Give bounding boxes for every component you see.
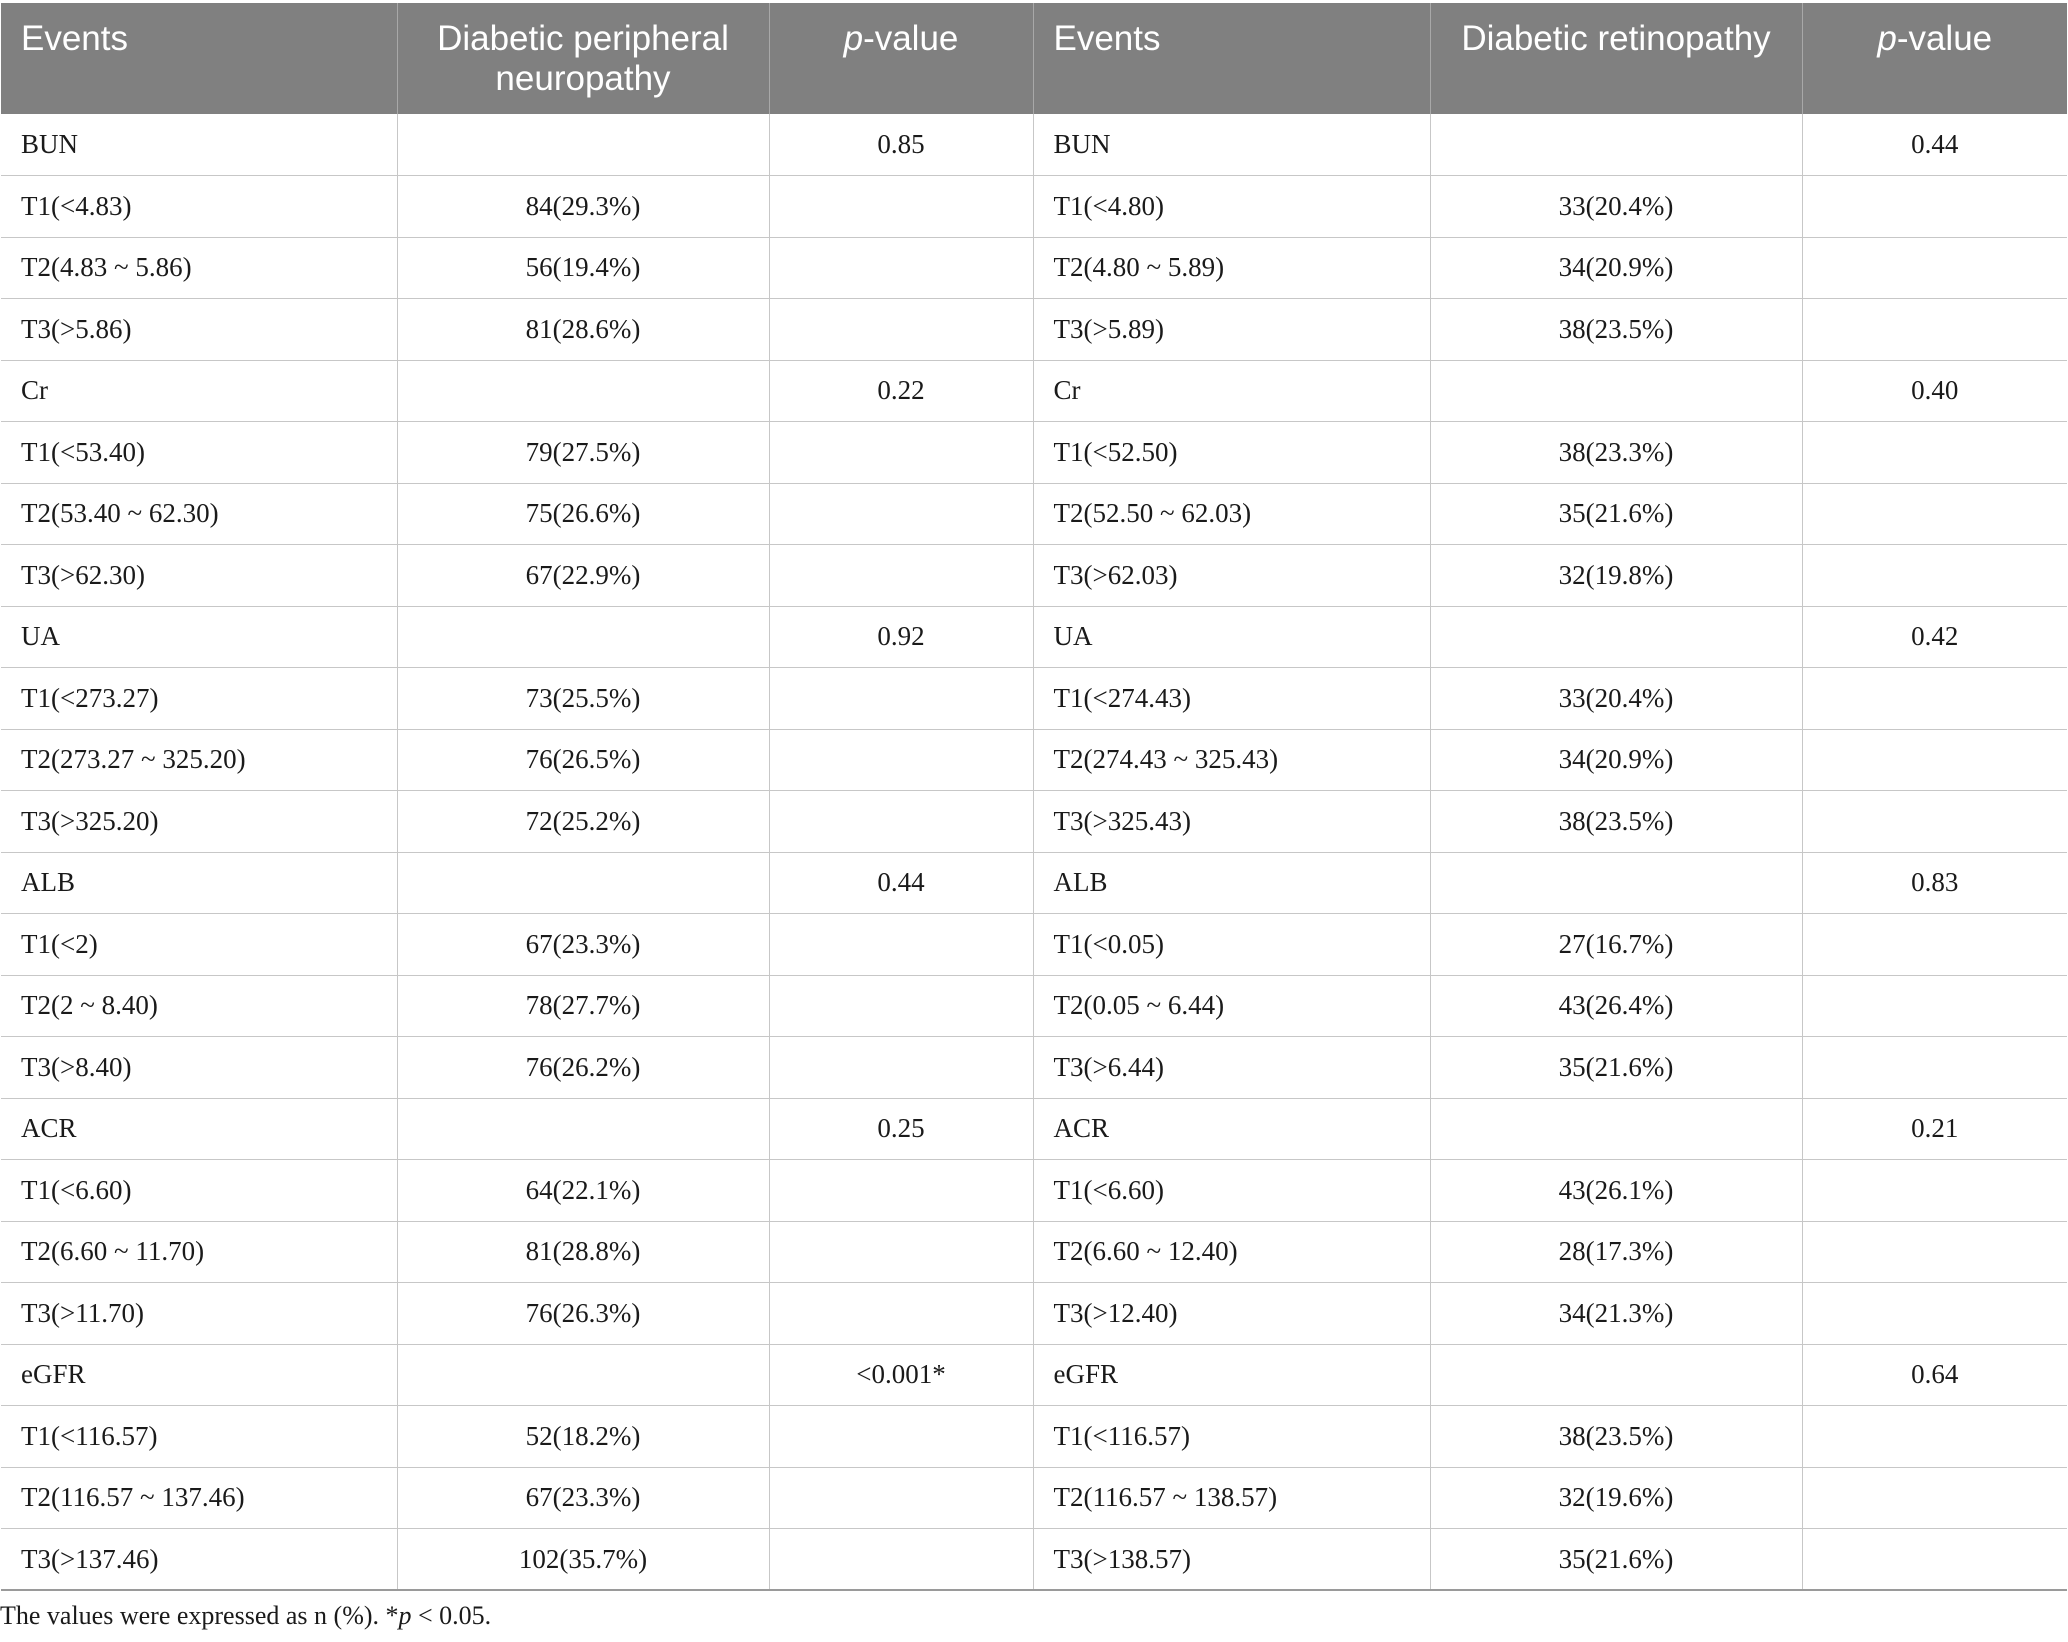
header-row — [1, 3, 2067, 114]
footnote-p-italic: p — [398, 1601, 412, 1630]
cell-event-right: T1(<52.50) — [1033, 422, 1430, 484]
cell-event-right: T3(>325.43) — [1033, 791, 1430, 853]
table-row — [1, 360, 2067, 422]
cell-p-value-right — [1802, 1406, 2067, 1468]
cell-p-value-left — [769, 299, 1033, 361]
cell-event-left: T3(>8.40) — [1, 1037, 397, 1099]
results-table — [1, 3, 2067, 1591]
cell-dr-value: 38(23.5%) — [1430, 1406, 1802, 1468]
cell-dr-value: 43(26.4%) — [1430, 975, 1802, 1037]
cell-event-right: T2(6.60 ~ 12.40) — [1033, 1221, 1430, 1283]
cell-dr-value: 38(23.3%) — [1430, 422, 1802, 484]
cell-event-right: T1(<0.05) — [1033, 914, 1430, 976]
cell-p-value-right — [1802, 545, 2067, 607]
cell-p-value-right — [1802, 422, 2067, 484]
cell-event-left: T2(2 ~ 8.40) — [1, 975, 397, 1037]
table-row — [1, 114, 2067, 176]
cell-p-value-left — [769, 1283, 1033, 1345]
cell-p-value-left — [769, 422, 1033, 484]
cell-dr-value: 33(20.4%) — [1430, 668, 1802, 730]
cell-dr-value: 27(16.7%) — [1430, 914, 1802, 976]
cell-dpn-value: 72(25.2%) — [397, 791, 769, 853]
cell-event-right: T2(274.43 ~ 325.43) — [1033, 729, 1430, 791]
cell-dr-value: 38(23.5%) — [1430, 299, 1802, 361]
cell-dr-value — [1430, 606, 1802, 668]
cell-dpn-value: 102(35.7%) — [397, 1529, 769, 1591]
cell-dpn-value: 56(19.4%) — [397, 237, 769, 299]
cell-event-right: BUN — [1033, 114, 1430, 176]
cell-dpn-value — [397, 114, 769, 176]
table-footnote — [0, 1601, 491, 1631]
cell-event-left: T2(53.40 ~ 62.30) — [1, 483, 397, 545]
table-row — [1, 422, 2067, 484]
cell-event-left: BUN — [1, 114, 397, 176]
cell-p-value-right: 0.64 — [1802, 1344, 2067, 1406]
table-row — [1, 852, 2067, 914]
cell-dpn-value — [397, 360, 769, 422]
table-row — [1, 606, 2067, 668]
cell-p-value-right — [1802, 914, 2067, 976]
cell-dpn-value — [397, 606, 769, 668]
header-p-suffix: -value — [1896, 19, 1993, 58]
table-row — [1, 1406, 2067, 1468]
cell-p-value-left — [769, 1529, 1033, 1591]
table-row — [1, 176, 2067, 238]
cell-p-value-left — [769, 1037, 1033, 1099]
cell-dr-value: 34(21.3%) — [1430, 1283, 1802, 1345]
cell-event-left: T1(<116.57) — [1, 1406, 397, 1468]
cell-p-value-left — [769, 1467, 1033, 1529]
cell-event-right: T2(52.50 ~ 62.03) — [1033, 483, 1430, 545]
cell-event-left: T2(273.27 ~ 325.20) — [1, 729, 397, 791]
cell-dr-value: 38(23.5%) — [1430, 791, 1802, 853]
cell-dpn-value: 67(23.3%) — [397, 1467, 769, 1529]
cell-dpn-value: 79(27.5%) — [397, 422, 769, 484]
table-row — [1, 1221, 2067, 1283]
cell-dr-value: 28(17.3%) — [1430, 1221, 1802, 1283]
table-row — [1, 483, 2067, 545]
table-row — [1, 237, 2067, 299]
cell-event-right: T3(>138.57) — [1033, 1529, 1430, 1591]
cell-event-left: T1(<4.83) — [1, 176, 397, 238]
cell-p-value-right: 0.83 — [1802, 852, 2067, 914]
header-p-value-right — [1802, 3, 2067, 114]
table-row — [1, 1098, 2067, 1160]
cell-p-value-left — [769, 668, 1033, 730]
cell-p-value-left — [769, 237, 1033, 299]
cell-event-left: T3(>137.46) — [1, 1529, 397, 1591]
cell-p-value-left: 0.22 — [769, 360, 1033, 422]
cell-event-left: Cr — [1, 360, 397, 422]
cell-event-left: T1(<6.60) — [1, 1160, 397, 1222]
cell-dpn-value: 78(27.7%) — [397, 975, 769, 1037]
cell-dpn-value: 76(26.2%) — [397, 1037, 769, 1099]
cell-event-left: T3(>62.30) — [1, 545, 397, 607]
cell-p-value-right — [1802, 1221, 2067, 1283]
cell-event-left: T1(<2) — [1, 914, 397, 976]
cell-event-right: UA — [1033, 606, 1430, 668]
cell-event-right: T3(>5.89) — [1033, 299, 1430, 361]
cell-event-right: T1(<274.43) — [1033, 668, 1430, 730]
cell-dr-value: 33(20.4%) — [1430, 176, 1802, 238]
cell-dr-value: 35(21.6%) — [1430, 1037, 1802, 1099]
cell-p-value-right — [1802, 299, 2067, 361]
cell-dpn-value — [397, 1098, 769, 1160]
cell-dpn-value — [397, 1344, 769, 1406]
cell-dpn-value: 81(28.6%) — [397, 299, 769, 361]
cell-event-right: T2(116.57 ~ 138.57) — [1033, 1467, 1430, 1529]
cell-p-value-right: 0.42 — [1802, 606, 2067, 668]
header-p-italic: p — [1877, 19, 1897, 58]
header-diabetic-peripheral-neuropathy: Diabetic peripheral neuropathy — [397, 3, 769, 114]
cell-dr-value: 34(20.9%) — [1430, 237, 1802, 299]
cell-dr-value: 32(19.8%) — [1430, 545, 1802, 607]
table-row — [1, 1160, 2067, 1222]
cell-dpn-value: 76(26.5%) — [397, 729, 769, 791]
cell-event-right: Cr — [1033, 360, 1430, 422]
header-diabetic-retinopathy: Diabetic retinopathy — [1430, 3, 1802, 114]
cell-p-value-right: 0.21 — [1802, 1098, 2067, 1160]
cell-dr-value: 32(19.6%) — [1430, 1467, 1802, 1529]
cell-dpn-value: 67(23.3%) — [397, 914, 769, 976]
cell-p-value-right — [1802, 1283, 2067, 1345]
cell-p-value-right — [1802, 1037, 2067, 1099]
table-body — [1, 114, 2067, 1590]
table-row — [1, 1283, 2067, 1345]
cell-p-value-left: 0.85 — [769, 114, 1033, 176]
cell-p-value-left — [769, 1221, 1033, 1283]
cell-event-left: T1(<53.40) — [1, 422, 397, 484]
cell-p-value-right: 0.40 — [1802, 360, 2067, 422]
cell-event-right: ACR — [1033, 1098, 1430, 1160]
table-row — [1, 975, 2067, 1037]
header-events-right: Events — [1033, 3, 1430, 114]
table-row — [1, 729, 2067, 791]
cell-p-value-left: 0.25 — [769, 1098, 1033, 1160]
header-p-value-left — [769, 3, 1033, 114]
cell-dr-value: 34(20.9%) — [1430, 729, 1802, 791]
cell-dr-value — [1430, 360, 1802, 422]
cell-p-value-right — [1802, 176, 2067, 238]
table-row — [1, 1529, 2067, 1591]
cell-event-left: eGFR — [1, 1344, 397, 1406]
table-row — [1, 1467, 2067, 1529]
cell-event-right: T1(<4.80) — [1033, 176, 1430, 238]
cell-event-left: T2(4.83 ~ 5.86) — [1, 237, 397, 299]
cell-p-value-left — [769, 176, 1033, 238]
cell-event-left: T2(6.60 ~ 11.70) — [1, 1221, 397, 1283]
cell-event-right: eGFR — [1033, 1344, 1430, 1406]
cell-event-right: T1(<116.57) — [1033, 1406, 1430, 1468]
cell-dr-value: 35(21.6%) — [1430, 1529, 1802, 1591]
cell-event-right: T3(>62.03) — [1033, 545, 1430, 607]
cell-dpn-value: 52(18.2%) — [397, 1406, 769, 1468]
cell-dr-value — [1430, 114, 1802, 176]
header-p-italic: p — [843, 19, 864, 58]
cell-p-value-right — [1802, 668, 2067, 730]
cell-event-right: T3(>6.44) — [1033, 1037, 1430, 1099]
cell-event-right: T1(<6.60) — [1033, 1160, 1430, 1222]
cell-event-left: T1(<273.27) — [1, 668, 397, 730]
table-row — [1, 914, 2067, 976]
cell-p-value-left — [769, 975, 1033, 1037]
cell-p-value-right — [1802, 729, 2067, 791]
cell-event-left: T3(>11.70) — [1, 1283, 397, 1345]
footnote-text: The values were expressed as n (%). * — [0, 1601, 399, 1630]
table-row — [1, 545, 2067, 607]
cell-dr-value: 43(26.1%) — [1430, 1160, 1802, 1222]
cell-dr-value — [1430, 1098, 1802, 1160]
cell-dr-value — [1430, 852, 1802, 914]
header-events-left: Events — [1, 3, 397, 114]
cell-p-value-right — [1802, 791, 2067, 853]
cell-p-value-left: 0.92 — [769, 606, 1033, 668]
cell-dpn-value: 73(25.5%) — [397, 668, 769, 730]
cell-dpn-value: 84(29.3%) — [397, 176, 769, 238]
cell-p-value-right — [1802, 1467, 2067, 1529]
cell-p-value-right — [1802, 237, 2067, 299]
cell-event-left: ACR — [1, 1098, 397, 1160]
cell-p-value-left — [769, 729, 1033, 791]
table-row — [1, 668, 2067, 730]
cell-dr-value: 35(21.6%) — [1430, 483, 1802, 545]
table-row — [1, 299, 2067, 361]
cell-dpn-value — [397, 852, 769, 914]
cell-p-value-right: 0.44 — [1802, 114, 2067, 176]
cell-p-value-right — [1802, 1160, 2067, 1222]
cell-p-value-right — [1802, 483, 2067, 545]
cell-p-value-left — [769, 545, 1033, 607]
footnote-tail: < 0.05. — [411, 1601, 492, 1630]
cell-event-left: T3(>5.86) — [1, 299, 397, 361]
cell-dpn-value: 81(28.8%) — [397, 1221, 769, 1283]
cell-p-value-right — [1802, 1529, 2067, 1591]
table-row — [1, 1037, 2067, 1099]
cell-event-left: T2(116.57 ~ 137.46) — [1, 1467, 397, 1529]
cell-event-right: T2(4.80 ~ 5.89) — [1033, 237, 1430, 299]
cell-p-value-left — [769, 791, 1033, 853]
cell-p-value-left — [769, 1160, 1033, 1222]
cell-p-value-left — [769, 1406, 1033, 1468]
cell-event-left: T3(>325.20) — [1, 791, 397, 853]
table-row — [1, 1344, 2067, 1406]
cell-event-right: T2(0.05 ~ 6.44) — [1033, 975, 1430, 1037]
cell-p-value-left — [769, 914, 1033, 976]
cell-event-right: ALB — [1033, 852, 1430, 914]
cell-dpn-value: 75(26.6%) — [397, 483, 769, 545]
cell-p-value-left: 0.44 — [769, 852, 1033, 914]
cell-p-value-left — [769, 483, 1033, 545]
cell-dr-value — [1430, 1344, 1802, 1406]
cell-event-right: T3(>12.40) — [1033, 1283, 1430, 1345]
cell-event-left: ALB — [1, 852, 397, 914]
cell-p-value-right — [1802, 975, 2067, 1037]
cell-dpn-value: 67(22.9%) — [397, 545, 769, 607]
table-row — [1, 791, 2067, 853]
cell-dpn-value: 76(26.3%) — [397, 1283, 769, 1345]
cell-event-left: UA — [1, 606, 397, 668]
cell-dpn-value: 64(22.1%) — [397, 1160, 769, 1222]
header-p-suffix: -value — [863, 19, 959, 58]
cell-p-value-left: <0.001* — [769, 1344, 1033, 1406]
